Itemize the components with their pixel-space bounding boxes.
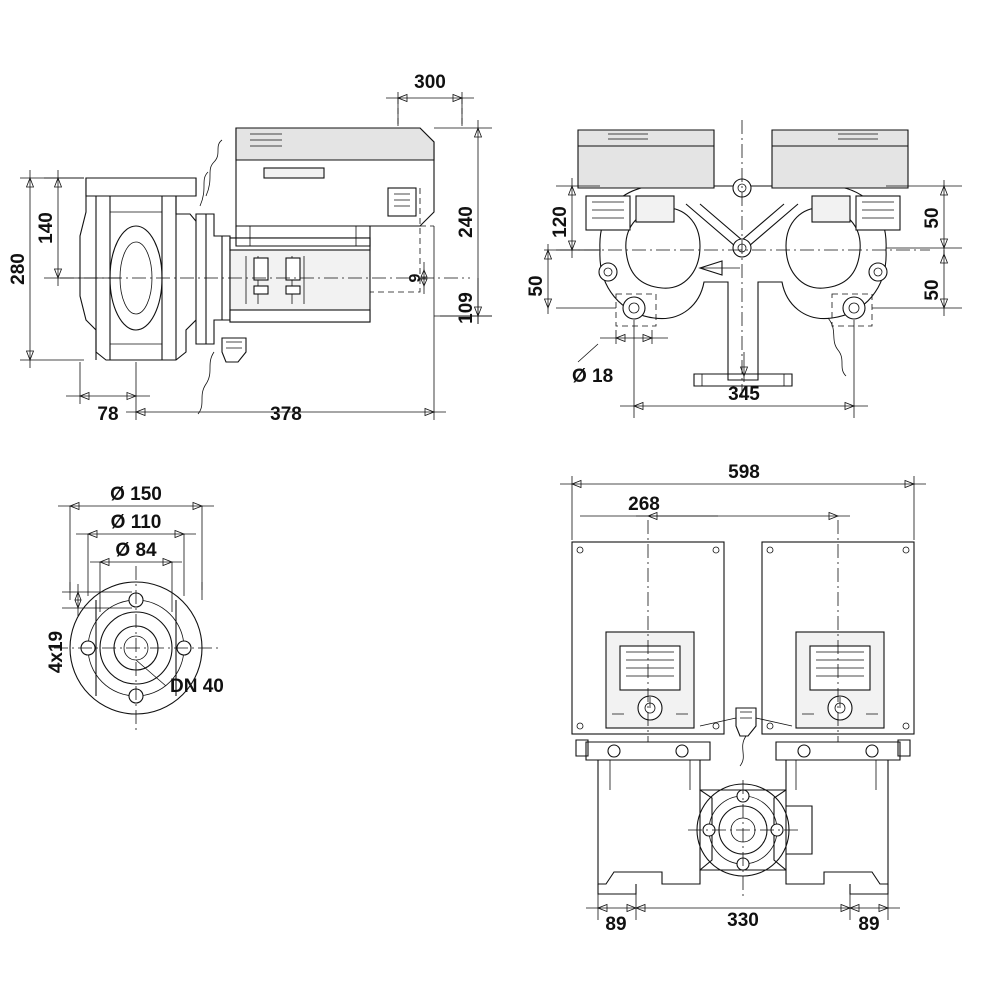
dim-4x19: 4x19 [46, 630, 67, 674]
dim-50-right-upper: 50 [922, 207, 943, 229]
dim-50-right-lower: 50 [922, 279, 943, 301]
side-view [8, 72, 492, 425]
dim-109: 109 [456, 292, 477, 324]
dim-140: 140 [36, 212, 57, 244]
dim-268: 268 [628, 494, 660, 515]
dim-dia-84: Ø 84 [115, 540, 157, 561]
dim-345: 345 [728, 384, 760, 405]
dim-378: 378 [270, 404, 302, 425]
dim-50-left: 50 [526, 275, 547, 297]
dim-dia-18: Ø 18 [572, 366, 614, 387]
dim-89-right: 89 [858, 914, 880, 935]
dim-300: 300 [414, 72, 446, 93]
flange-detail [46, 484, 224, 730]
front-view [560, 462, 926, 935]
dim-280: 280 [8, 253, 29, 285]
dim-240: 240 [456, 206, 477, 238]
dim-89-left: 89 [605, 914, 627, 935]
dim-78: 78 [97, 404, 119, 425]
dim-120: 120 [550, 206, 571, 238]
dim-dia-110: Ø 110 [110, 512, 162, 533]
dim-330: 330 [727, 910, 759, 931]
dim-598: 598 [728, 462, 760, 483]
label-dn40: DN 40 [170, 676, 224, 697]
dim-dia-150: Ø 150 [110, 484, 162, 505]
top-view [526, 120, 962, 418]
dim-9: 9 [407, 273, 424, 283]
